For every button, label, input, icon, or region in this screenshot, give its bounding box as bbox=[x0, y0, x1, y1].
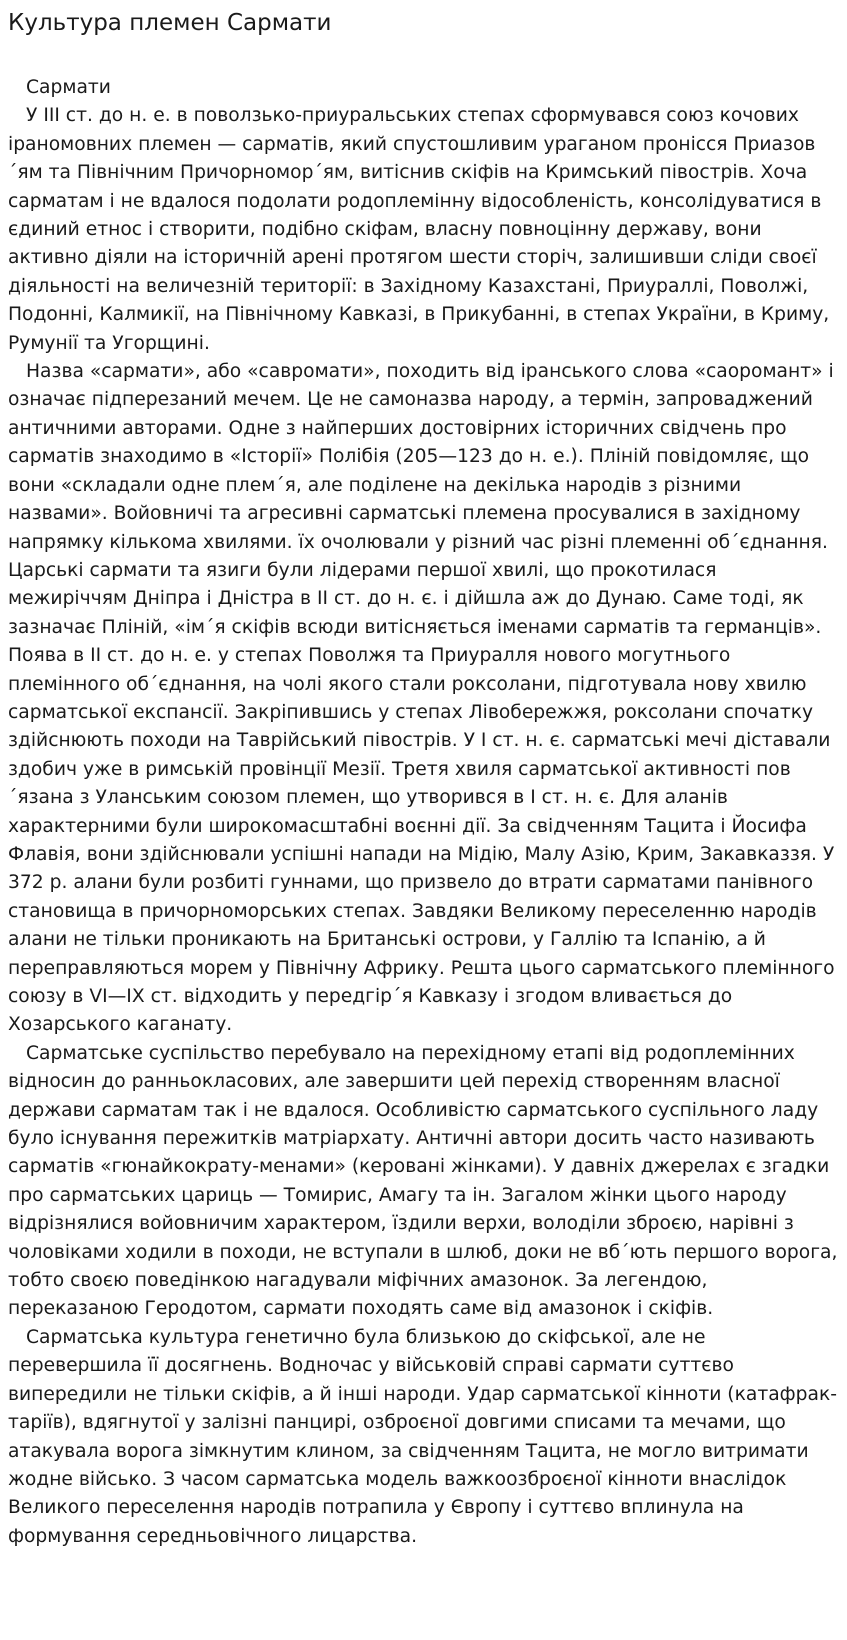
paragraph: Назва «сармати», або «савромати», походить від іранського слова «саоромант» і означає підперезаний мечем. Це не самоназва народу, а термін, запроваджений античними авторами. Одне з найперших достовірних історичних свідчень про сарматів знаходимо в «Історії» Полібія (205—123 до н. е.). Пліній повідомляє, що вони «складали одне плем´я, але поділене на декілька народів з різними назвами». Войовничі та агресивні сарматські племена просувалися в західному напрямку кількома хвилями. їх очолювали у різний час різні племенні об´єднання. Царські сармати та язиги були лідерами першої хвилі, що прокотилася межиріччям Дніпра і Дністра в II ст. до н. є. і дійшла аж до Дунаю. Саме тоді, як зазначає Пліній, «ім´я скіфів всюди витісняється іменами сарматів та германців». Поява в II ст. до н. е. у степах Поволжя та Приуралля нового могутнього племінного об´єднання, на чолі якого стали роксолани, підготувала нову хвилю сарматської експансії. Закріпившись у степах Лівобережжя, роксолани спочатку здійснюють походи на Таврійський півострів. У І ст. н. є. сарматські мечі діставали здобич уже в римській провінції Мезії. Третя хвиля сарматської активності пов´язана з Уланським союзом племен, що утворився в І ст. н. є. Для аланів характерними були широкомасштабні воєнні дії. За свідченням Тацита і Йосифа Флавія, вони здійснювали успішні напади на Мідію, Малу Азію, Крим, Закавказзя. У 372 р. алани були розбиті гуннами, що призвело до втрати сарматами панівного становища в причорноморських степах. Завдяки Великому переселенню народів алани не тільки проникають на Британські острови, у Галлію та Іспанію, а й переправляються морем у Північну Африку. Решта цього сарматського племінного союзу в VI—IX ст. відходить у передгір´я Кавказу і згодом вливається до Хозарського каганату. bbox=[8, 361, 835, 1036]
document-body bbox=[8, 74, 839, 1551]
page-title: Культура племен Сармати bbox=[8, 10, 332, 36]
paragraph: Сарматське суспільство перебувало на перехідному етапі від родоплемінних відносин до ранньокласових, але завершити цей перехід створенням власної держави сарматам так і не вдалося. Особливістю сарматського суспільного ладу було існування пережитків матріархату. Античні автори досить часто називають сарматів «гюнайкократу-менами» (керовані жінками). У давніх джерелах є згадки про сарматських цариць — Томирис, Амагу та ін. Загалом жінки цього народу відрізнялися войовничим характером, їздили верхи, володіли зброєю, нарівні з чоловіками ходили в походи, не вступали в шлюб, доки не вб´ють першого ворога, тобто своєю поведінкою нагадували міфічних амазонок. За легендою, переказаною Геродотом, сармати походять саме від амазонок і скіфів. bbox=[8, 1042, 838, 1320]
paragraph: У III ст. до н. е. в поволзько-приуральських степах сформувався союз кочових іраномовних племен — сарматів, який спустошливим ураганом пронісся Приазов´ям та Північним Причорномор´ям, витіснив скіфів на Кримський півострів. Хоча сарматам і не вдалося подолати родоплемінну відособленість, консолідуватися в єдиний етнос і створити, подібно скіфам, власну повноцінну державу, вони активно діяли на історичній арені протягом шести сторіч, залишивши сліди своєї діяльності на величезній території: в Західному Казахстані, Приураллі, Поволжі, Подонні, Калмикії, на Північному Кавказі, в Прикубанні, в степах України, в Криму, Румунії та Угорщині. bbox=[8, 105, 830, 354]
section-heading: Сармати bbox=[26, 77, 111, 98]
paragraph: Сарматська культура генетично була близькою до скіфської, але не перевершила її досягнень. Водночас у військовій справі сармати суттєво випередили не тільки скіфів, а й інші народи. Удар сарматської кінноти (катафрак-таріїв), вдягнутої у залізні панцирі, озброєної довгими списами та мечами, що атакувала ворога зімкнутим клином, за свідченням Тацита, не могло витримати жодне військо. З часом сарматська модель важкоозброєної кінноти внаслідок Великого переселення народів потрапила у Європу і суттєво вплинула на формування середньовічного лицарства. bbox=[8, 1326, 837, 1547]
